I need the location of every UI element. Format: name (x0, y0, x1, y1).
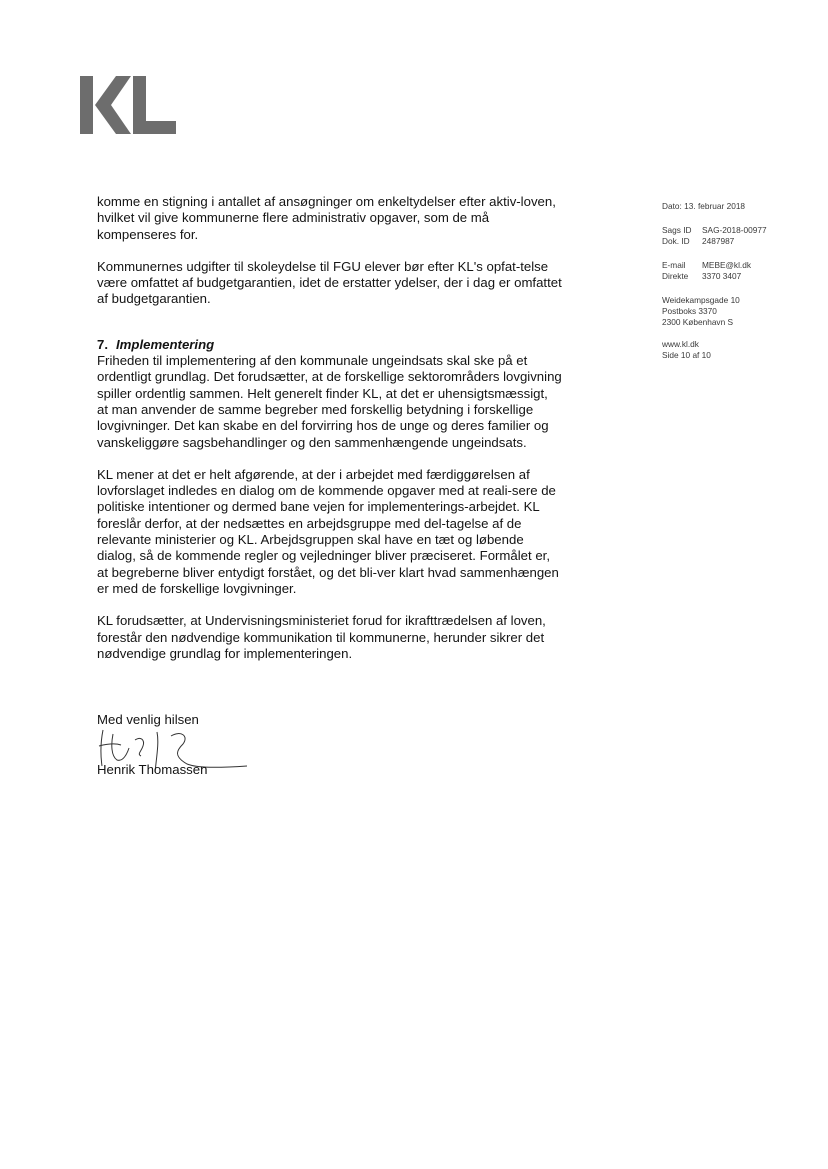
sags-id-label: Sags ID (662, 225, 692, 235)
paragraph-3: Friheden til implementering af den kommunale ungeindsats skal ske på et ordentligt grundlag. Det forudsætter, at de forskellige sektorområders lovgivning spiller ordentlig sammen. Helt generelt finder KL, at det er uhensigtsmæssigt, at man anvender de samme begreber med forskellig betydning i forskellige lovgivninger. Det kan skabe en del forvirring hos de unge og deres familier og vanskeliggøre sagsbehandlinger og den sammenhængende ungeindsats. (97, 353, 562, 450)
direct-phone-row (662, 271, 812, 282)
date-row (662, 201, 812, 212)
address-line-1: Weidekampsgade 10 (662, 295, 740, 305)
signer-name: Henrik Thomassen (97, 762, 208, 777)
section-title: Implementering (116, 336, 215, 352)
paragraph-1: komme en stigning i antallet af ansøgninger om enkeltydelser efter aktiv-loven, hvilket vil give kommunerne flere administrativ opgaver, som de må kompenseres for. (97, 194, 556, 242)
page-number: Side 10 af 10 (662, 350, 711, 360)
dok-id-value: 2487987 (702, 236, 735, 246)
sags-id-row (662, 225, 812, 236)
direct-phone-value: 3370 3407 (702, 271, 742, 281)
kl-logo-mark (80, 76, 176, 134)
kl-logo (80, 76, 176, 134)
dok-id-row (662, 236, 812, 247)
paragraph-4: KL mener at det er helt afgørende, at der i arbejdet med færdiggørelsen af lovforslaget indledes en dialog om de kommende opgaver med at reali-sere de politiske intentioner og dermed bane vejen for implementerings-arbejdet. KL foreslår derfor, at der nedsættes en arbejdsgruppe med del-tagelse af de relevante ministerier og KL. Arbejdsgruppen skal have en tæt og løbende dialog, så de kommende regler og vejledninger bliver præciseret. Formålet er, at begreberne bliver entydigt forstået, og det bli-ver klart hvad sammenhængen er med de forskellige lovgivninger. (97, 466, 559, 596)
signature-block (97, 712, 297, 792)
sags-id-value: SAG-2018-00977 (702, 225, 767, 235)
paragraph-5: KL forudsætter, at Undervisningsministeriet forud for ikrafttrædelsen af loven, forestår den nødvendige kommunikation til kommunerne, herunder sikrer det nødvendige grundlag for implementeringen. (97, 613, 546, 661)
website-link[interactable]: www.kl.dk (662, 339, 699, 349)
section-number: 7. (97, 336, 108, 352)
closing-greeting: Med venlig hilsen (97, 712, 199, 727)
direct-phone-label: Direkte (662, 271, 689, 281)
letter-body (97, 194, 562, 691)
dok-id-label: Dok. ID (662, 236, 690, 246)
email-value[interactable]: MEBE@kl.dk (702, 260, 751, 270)
letter-sidebar (662, 201, 812, 361)
email-label: E-mail (662, 260, 686, 270)
date-value: 13. februar 2018 (684, 201, 746, 211)
email-row (662, 260, 812, 271)
date-label: Dato: (662, 201, 682, 211)
section-heading (97, 337, 562, 353)
paragraph-2: Kommunernes udgifter til skoleydelse til FGU elever bør efter KL's opfat-telse være omfattet af budgetgarantien, idet de erstatter ydelser, der i dag er omfattet af budgetgarantien. (97, 258, 562, 307)
address-line-3: 2300 København S (662, 317, 734, 327)
address-line-2: Postboks 3370 (662, 306, 717, 316)
